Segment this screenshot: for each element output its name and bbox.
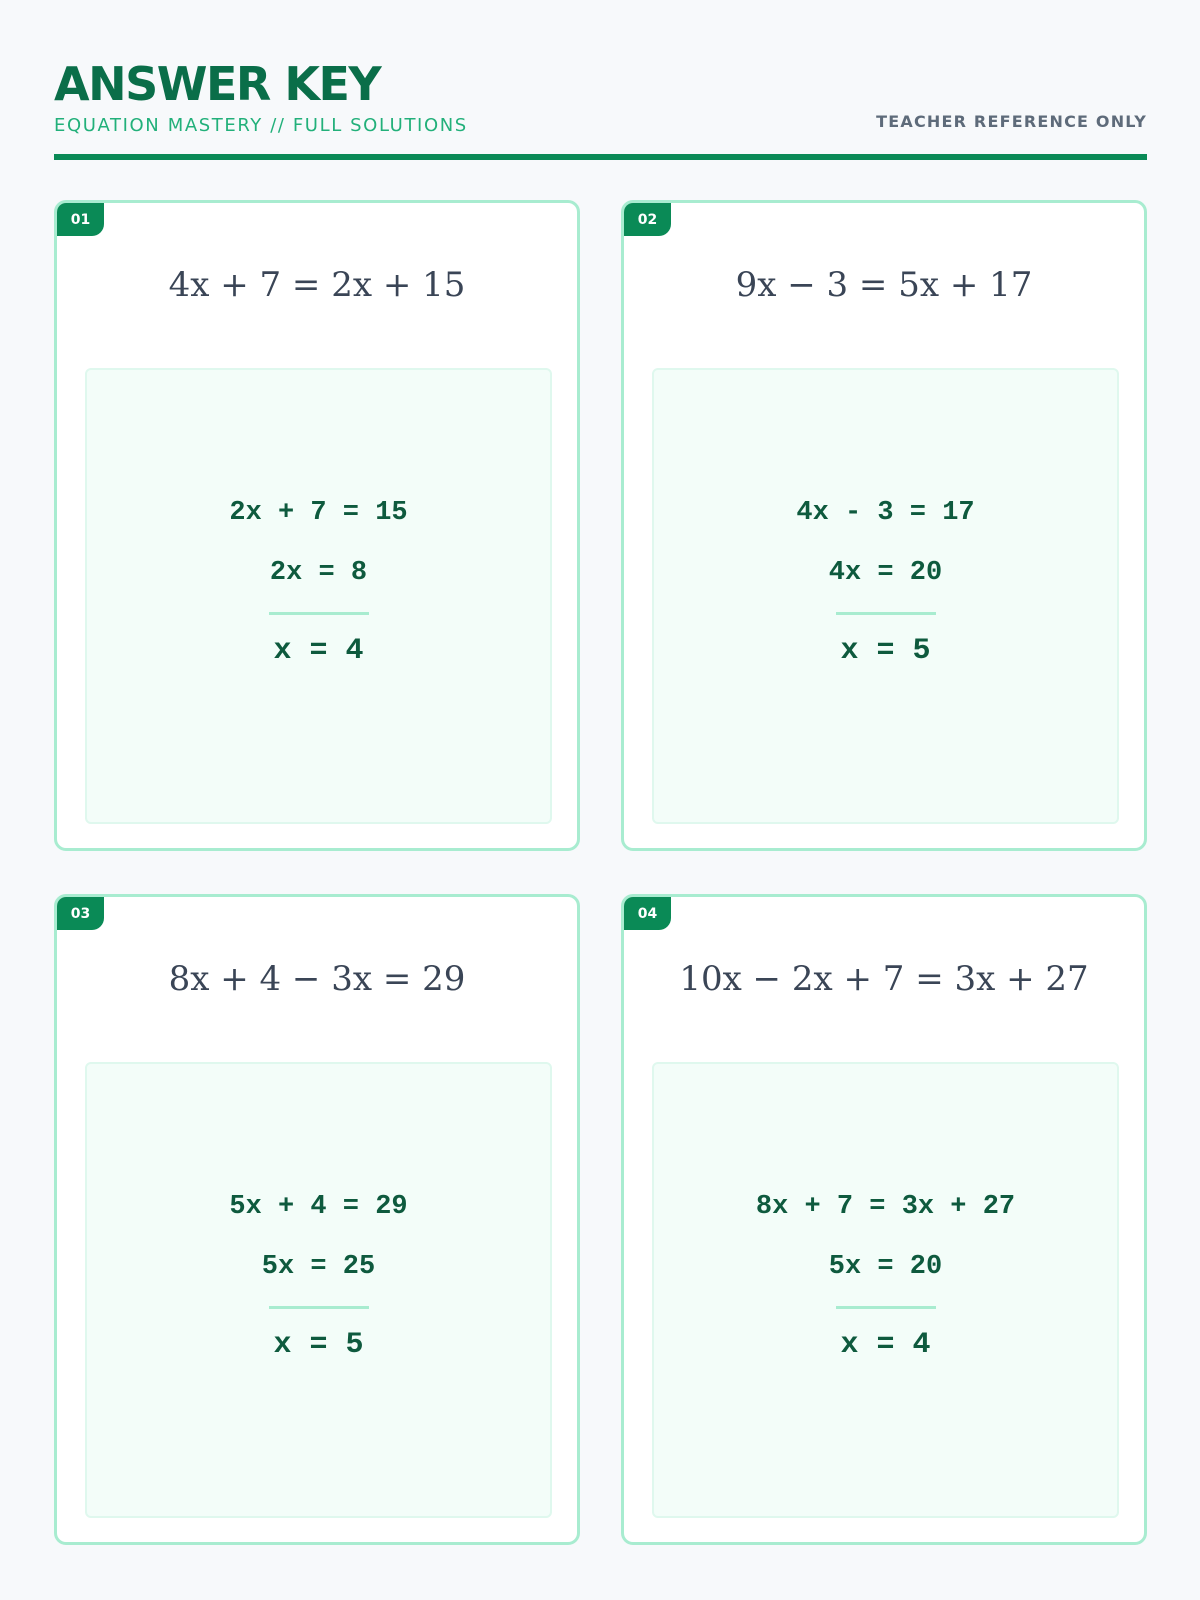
solution-box: [652, 1062, 1119, 1518]
problem-number-badge: 01: [57, 203, 104, 236]
solution-step: 2x + 7 = 15: [229, 498, 408, 528]
final-answer: x = 5: [840, 634, 931, 668]
final-answer: x = 4: [840, 1328, 931, 1362]
solution-step: 5x = 25: [261, 1252, 376, 1282]
problem-equation: 4x + 7 = 2x + 15: [168, 265, 466, 305]
answer-divider: [836, 612, 936, 615]
page-subtitle: EQUATION MASTERY // FULL SOLUTIONS: [54, 115, 468, 136]
final-answer: x = 4: [273, 634, 364, 668]
solution-steps: [654, 498, 1117, 669]
problem-number-badge: 03: [57, 897, 104, 930]
problem-card-02: [621, 200, 1147, 851]
answer-divider: [269, 1306, 369, 1309]
problem-number-badge: 02: [624, 203, 671, 236]
solution-steps: [654, 1192, 1117, 1363]
problem-card-01: [54, 200, 580, 851]
solution-box: [85, 1062, 552, 1518]
solution-steps: [87, 1192, 550, 1363]
problem-card-03: [54, 894, 580, 1545]
solution-step: 8x + 7 = 3x + 27: [755, 1192, 1016, 1222]
page-title: ANSWER KEY: [54, 57, 381, 111]
problem-equation: 9x − 3 = 5x + 17: [735, 265, 1033, 305]
solution-box: [85, 368, 552, 824]
solution-step: 4x = 20: [828, 558, 943, 588]
solution-steps: [87, 498, 550, 669]
solution-step: 4x - 3 = 17: [796, 498, 975, 528]
page-header: [54, 58, 1147, 160]
problem-equation: 10x − 2x + 7 = 3x + 27: [679, 959, 1089, 999]
problem-equation: 8x + 4 − 3x = 29: [168, 959, 466, 999]
final-answer: x = 5: [273, 1328, 364, 1362]
answer-divider: [269, 612, 369, 615]
solution-box: [652, 368, 1119, 824]
problem-number-badge: 04: [624, 897, 671, 930]
solution-step: 2x = 8: [269, 558, 368, 588]
teacher-reference-label: TEACHER REFERENCE ONLY: [876, 112, 1147, 131]
problem-grid: [54, 200, 1147, 1545]
problem-card-04: [621, 894, 1147, 1545]
solution-step: 5x + 4 = 29: [229, 1192, 408, 1222]
answer-divider: [836, 1306, 936, 1309]
solution-step: 5x = 20: [828, 1252, 943, 1282]
